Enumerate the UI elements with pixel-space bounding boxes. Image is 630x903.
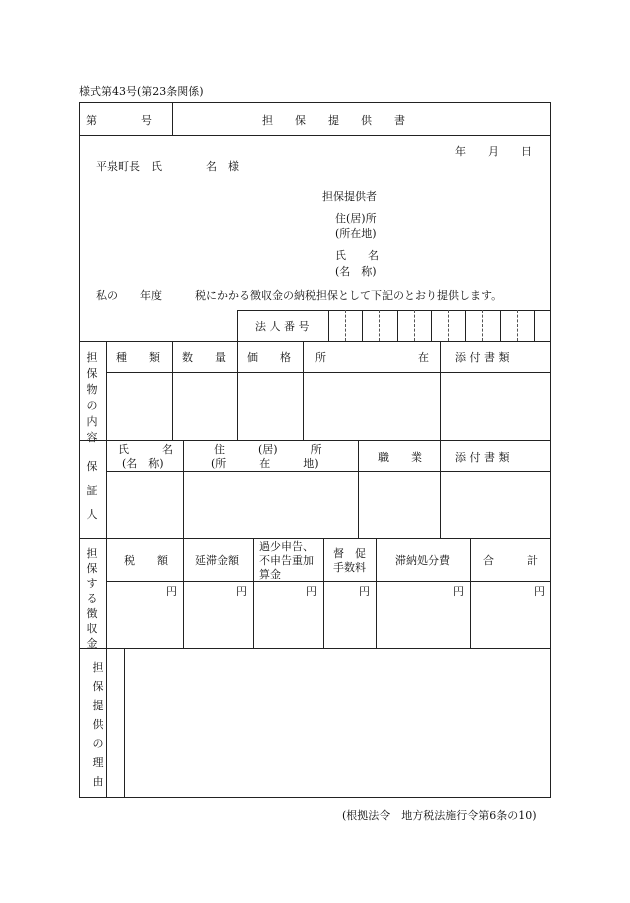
form-id: 様式第43号(第23条関係) — [79, 85, 204, 98]
number-label: 第 号 — [86, 114, 152, 127]
col-disposition-cost: 滞納処分費 — [395, 554, 450, 567]
col-attachments: 添 付 書 類 — [455, 351, 510, 364]
divider — [172, 341, 173, 440]
amount-side-label: 担 保 す る 徴 収 金 — [86, 547, 98, 650]
divider — [358, 440, 359, 538]
guarantor-address-label: 住 (居) 所 — [214, 443, 322, 456]
col-location-start: 所 — [315, 351, 326, 364]
date-label: 年 月 日 — [455, 145, 532, 158]
digit-separator — [362, 310, 363, 341]
digit-separator — [431, 310, 432, 341]
divider — [172, 102, 173, 136]
col-dunning-line1: 督 促 — [333, 547, 366, 560]
col-tax-amount: 税 額 — [124, 554, 168, 567]
divider — [470, 538, 471, 648]
col-quantity: 数 量 — [182, 351, 226, 364]
provider-address-label: 住(居)所 — [335, 212, 377, 225]
digit-separator — [345, 310, 346, 341]
divider — [323, 538, 324, 648]
yen-unit: 円 — [534, 585, 545, 598]
digit-separator — [379, 310, 380, 341]
col-type: 種 類 — [116, 351, 160, 364]
divider — [106, 471, 551, 472]
guarantor-address-sub: (所 在 地) — [211, 457, 319, 470]
corporate-number-boxes[interactable] — [328, 310, 551, 341]
yen-unit: 円 — [306, 585, 317, 598]
guarantor-side-label: 保 証 人 — [86, 460, 98, 521]
col-total: 合 計 — [483, 554, 538, 567]
digit-separator — [397, 310, 398, 341]
divider — [253, 538, 254, 648]
provider-address-sub: (所在地) — [335, 227, 377, 240]
yen-unit: 円 — [166, 585, 177, 598]
digit-separator — [517, 310, 518, 341]
provider-heading: 担保提供者 — [322, 190, 377, 203]
corporate-number-label: 法 人 番 号 — [255, 320, 310, 333]
collateral-side-label: 担 保 物 の 内 容 — [86, 351, 98, 444]
statement: 私の 年度 税にかかる徴収金の納税担保として下記のとおり提供します。 — [96, 289, 503, 302]
divider — [79, 341, 551, 342]
divider — [237, 310, 238, 341]
yen-unit: 円 — [453, 585, 464, 598]
divider — [440, 440, 441, 538]
divider — [79, 135, 551, 136]
provider-name-label: 氏 名 — [335, 249, 379, 262]
col-penalty-line2: 不申告重加 — [259, 554, 314, 567]
divider — [79, 440, 551, 441]
digit-separator — [500, 310, 501, 341]
col-penalty-line1: 過少申告、 — [259, 540, 314, 553]
divider — [106, 581, 551, 582]
footer-legal-basis: (根拠法令 地方税法施行令第6条の10) — [342, 809, 537, 822]
guarantor-name-sub: (名 称) — [122, 457, 164, 470]
divider — [237, 341, 238, 440]
addressee: 平泉町長 氏 名 様 — [96, 160, 239, 173]
digit-separator — [465, 310, 466, 341]
col-penalty-line3: 算金 — [259, 568, 281, 581]
form-title: 担 保 提 供 書 — [262, 114, 405, 127]
col-location-end: 在 — [418, 351, 429, 364]
reason-side-label: 担 保 提 供 の 理 由 — [92, 661, 104, 788]
divider — [183, 440, 184, 538]
divider — [106, 341, 107, 798]
col-late-fee: 延滞金額 — [195, 554, 239, 567]
guarantor-attachments: 添 付 書 類 — [455, 451, 510, 464]
col-price: 価 格 — [247, 351, 291, 364]
reason-input-area[interactable] — [125, 649, 550, 797]
digit-separator — [414, 310, 415, 341]
digit-separator — [448, 310, 449, 341]
guarantor-occupation: 職 業 — [378, 451, 422, 464]
guarantor-name-label: 氏 名 — [118, 443, 173, 456]
digit-separator — [534, 310, 535, 341]
yen-unit: 円 — [236, 585, 247, 598]
divider — [183, 538, 184, 648]
provider-name-sub: (名 称) — [335, 265, 377, 278]
divider — [303, 341, 304, 440]
divider — [376, 538, 377, 648]
yen-unit: 円 — [359, 585, 370, 598]
divider — [79, 538, 551, 539]
divider — [440, 341, 441, 440]
digit-separator — [482, 310, 483, 341]
col-dunning-line2: 手数料 — [333, 561, 366, 574]
